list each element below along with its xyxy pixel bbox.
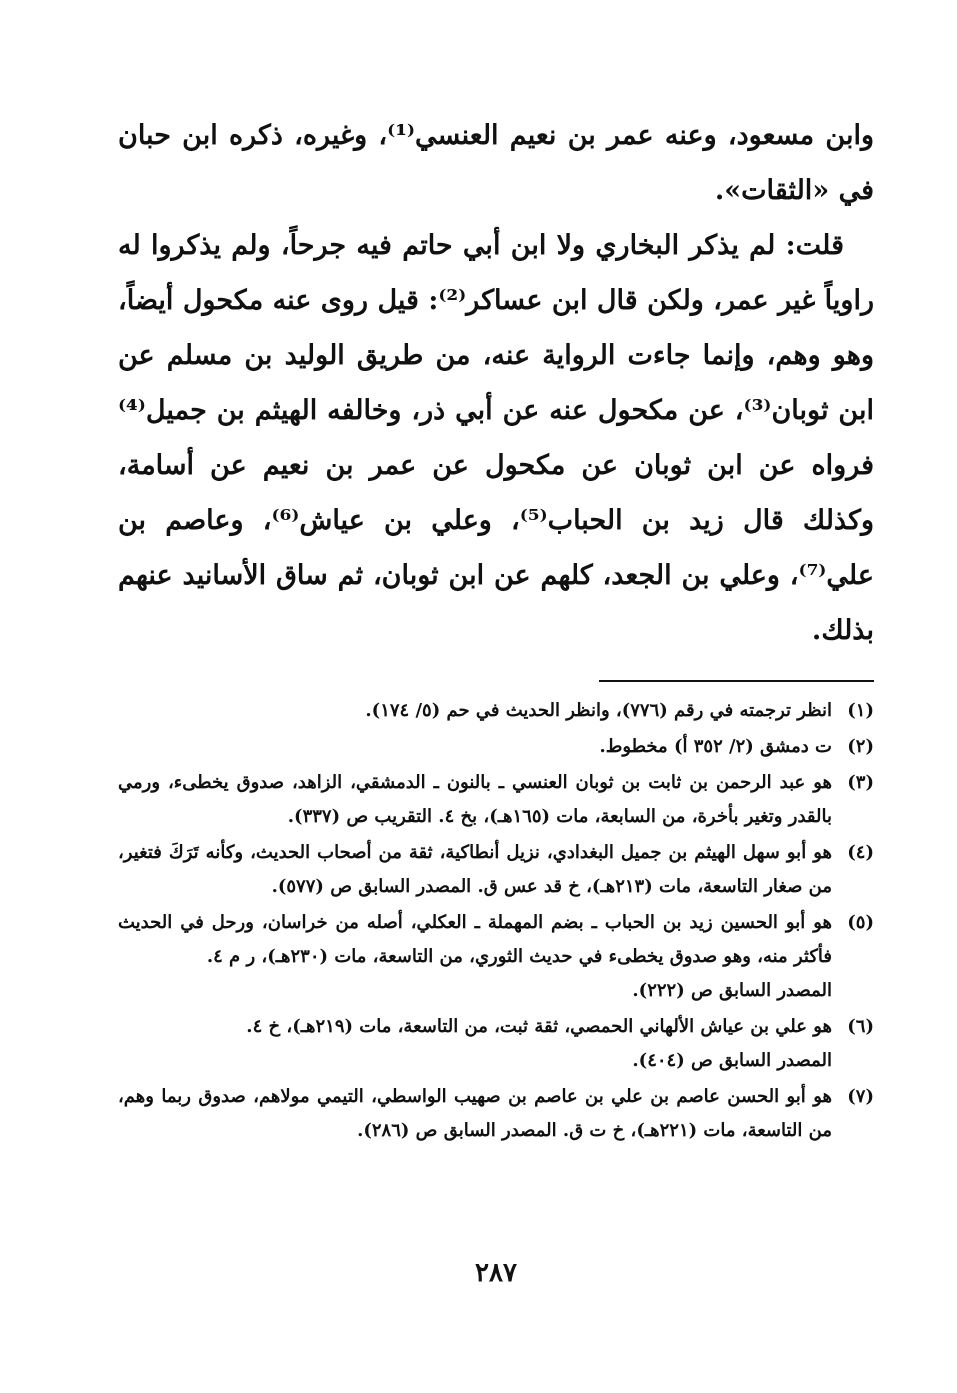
footnote-text: هو أبو سهل الهيثم بن جميل البغدادي، نزيل أنطاكية، ثقة من أصحاب الحديث، وكأنه تَرَكَ فتغير، من صغار التاسعة، مات (٢١٣هـ)، خ قد عس ق. المصدر السابق ص (٥٧٧). <box>118 842 832 897</box>
footnote-source: المصدر السابق ص (٢٢٢). <box>632 980 832 1001</box>
footnote-number: (٥) <box>847 912 874 933</box>
paragraph-1: وابن مسعود، وعنه عمر بن نعيم العنسي⁽¹⁾، وغيره، ذكره ابن حبان في «الثقات». <box>118 120 874 206</box>
footnote-number: (٧) <box>847 1086 874 1107</box>
footnote-1 <box>118 694 874 728</box>
footnote-4 <box>118 836 874 904</box>
footnote-number: (٣) <box>847 772 874 793</box>
footnote-separator <box>599 680 874 682</box>
footnote-source: المصدر السابق ص (٤٠٤). <box>632 1050 832 1071</box>
footnote-2 <box>118 730 874 764</box>
footnotes <box>118 694 874 1148</box>
footnote-5 <box>118 906 874 1008</box>
footnote-6 <box>118 1010 874 1078</box>
footnote-number: (١) <box>847 700 874 721</box>
footnote-text: هو عبد الرحمن بن ثابت بن ثوبان العنسي ـ بالنون ـ الدمشقي، الزاهد، صدوق يخطىء، ورمي بالقدر وتغير بأخرة، من السابعة، مات (١٦٥هـ)، بخ ٤. التقريب ص (٣٣٧). <box>118 772 832 827</box>
footnote-7 <box>118 1080 874 1148</box>
footnote-text: انظر ترجمته في رقم (٧٧٦)، وانظر الحديث في حم (٥/ ١٧٤). <box>365 700 832 721</box>
footnote-text: هو علي بن عياش الألهاني الحمصي، ثقة ثبت، من التاسعة، مات (٢١٩هـ)، خ ٤. <box>246 1016 832 1037</box>
book-page <box>118 108 874 1338</box>
page-number: ٢٨٧ <box>475 1258 517 1288</box>
footnote-number: (٦) <box>847 1016 874 1037</box>
footnote-text: ت دمشق (٢/ ٣٥٢ أ) مخطوط. <box>599 736 832 757</box>
footnote-text: هو أبو الحسن عاصم بن علي بن عاصم بن صهيب الواسطي، التيمي مولاهم، صدوق ربما وهم، من التاسعة، مات (٢٢١هـ)، خ ت ق. المصدر السابق ص (٢٨٦). <box>118 1086 832 1141</box>
footnote-3 <box>118 766 874 834</box>
footnote-text: هو أبو الحسين زيد بن الحباب ـ بضم المهملة ـ العكلي، أصله من خراسان، ورحل في الحديث فأكثر منه، وهو صدوق يخطىء في حديث الثوري، من التاسعة، مات (٢٣٠هـ)، ر م ٤. <box>118 912 832 967</box>
footnote-number: (٤) <box>847 842 874 863</box>
footnote-number: (٢) <box>847 736 874 757</box>
paragraph-2: قلت: لم يذكر البخاري ولا ابن أبي حاتم فيه جرحاً، ولم يذكروا له راوياً غير عمر، ولكن قال ابن عساكر⁽²⁾: قيل روى عنه مكحول أيضاً، وهو وهم، وإنما جاءت الرواية عنه، من طريق الوليد بن مسلم عن ابن ثوبان⁽³⁾، عن مكحول عنه عن أبي ذر، وخالفه الهيثم بن جميل⁽⁴⁾ فرواه عن ابن ثوبان عن مكحول عن عمر بن نعيم عن أسامة، وكذلك قال زيد بن الحباب⁽⁵⁾، وعلي بن عياش⁽⁶⁾، وعاصم بن علي⁽⁷⁾، وعلي بن الجعد، كلهم عن ابن ثوبان، ثم ساق الأسانيد عنهم بذلك. <box>118 230 874 646</box>
main-text <box>118 108 874 658</box>
